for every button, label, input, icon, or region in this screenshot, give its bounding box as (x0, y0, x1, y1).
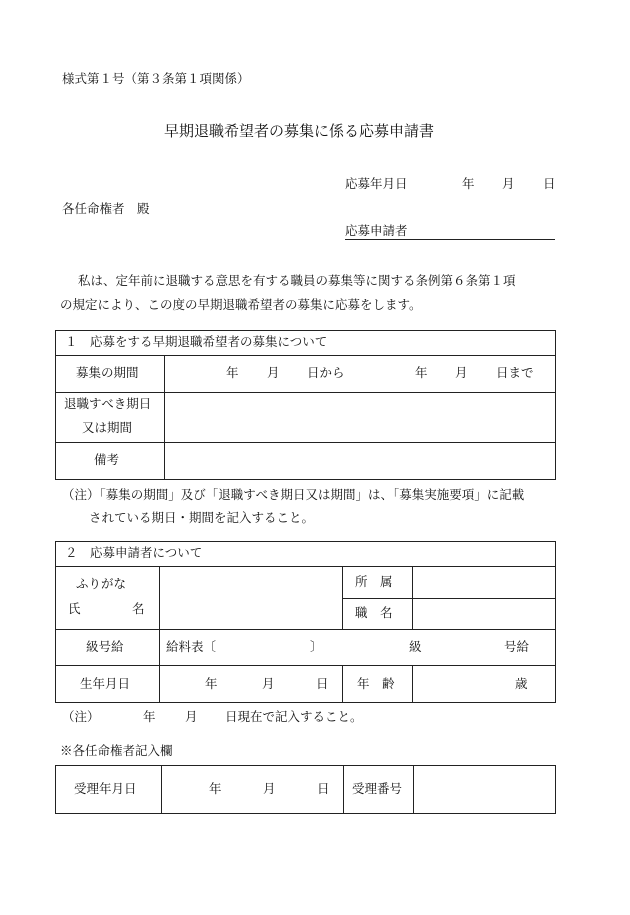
birth-month: 月 (262, 676, 275, 691)
applicant-label: 応募申請者 (345, 223, 408, 238)
applicant-underline (345, 239, 555, 240)
section1-header: １ 応募をする早期退職希望者の募集について (65, 334, 328, 349)
section3-title: ※各任命権者記入欄 (60, 743, 173, 758)
salary-bracket-close: 〕 (310, 639, 323, 654)
section2-header: ２ 応募申請者について (65, 545, 203, 560)
received-month: 月 (263, 781, 276, 796)
period-from-month: 月 (267, 365, 280, 380)
received-year: 年 (209, 781, 222, 796)
note2-suffix: 日現在で記入すること。 (225, 709, 363, 724)
step-label: 号給 (504, 639, 530, 654)
period-from-day: 日から (307, 365, 345, 380)
page-title: 早期退職希望者の募集に係る応募申請書 (164, 122, 435, 140)
addressee: 各任命権者 殿 (62, 201, 150, 216)
note1-line1: （注）「募集の期間」及び「退職すべき期日又は期間」は、「募集実施要項」に記載 (62, 487, 525, 502)
period-label: 募集の期間 (76, 365, 139, 380)
received-number-label: 受理番号 (352, 781, 403, 796)
body-text-line1: 私は、定年前に退職する意思を有する職員の募集等に関する条例第６条第１項 (78, 273, 516, 288)
period-to-day: 日まで (496, 365, 534, 380)
application-date-year: 年 (462, 176, 475, 191)
period-to-month: 月 (455, 365, 468, 380)
grade-label: 級 (409, 639, 422, 654)
period-to-year: 年 (415, 365, 428, 380)
application-date-day: 日 (543, 176, 556, 191)
retire-label-line1: 退職すべき期日 (64, 396, 152, 411)
name-label-second: 名 (132, 601, 145, 616)
note2-year: 年 (143, 709, 156, 724)
form-number: 様式第１号（第３条第１項関係） (62, 71, 250, 86)
note1-line2: されている期日・期間を記入すること。 (89, 510, 315, 525)
name-label-first: 氏 (68, 601, 81, 616)
age-label: 年 齢 (357, 676, 395, 691)
salary-table-label: 給料表〔 (166, 639, 217, 654)
received-day: 日 (317, 781, 330, 796)
furigana-label: ふりがな (76, 576, 127, 591)
application-date-month: 月 (502, 176, 515, 191)
affiliation-label: 所 属 (355, 574, 393, 589)
age-unit: 歳 (515, 676, 528, 691)
retire-label-line2: 又は期間 (82, 420, 133, 435)
salary-label: 級号給 (86, 639, 124, 654)
note2-month: 月 (185, 709, 198, 724)
position-label: 職 名 (355, 605, 393, 620)
period-from-year: 年 (226, 365, 239, 380)
received-date-label: 受理年月日 (74, 781, 137, 796)
application-date-label: 応募年月日 (345, 176, 408, 191)
body-text-line2: の規定により、この度の早期退職希望者の募集に応募をします。 (60, 297, 422, 312)
birth-day: 日 (316, 676, 329, 691)
birth-label: 生年月日 (80, 676, 131, 691)
birth-year: 年 (205, 676, 218, 691)
note2-prefix: （注） (62, 709, 100, 724)
remarks-label: 備考 (94, 452, 120, 467)
